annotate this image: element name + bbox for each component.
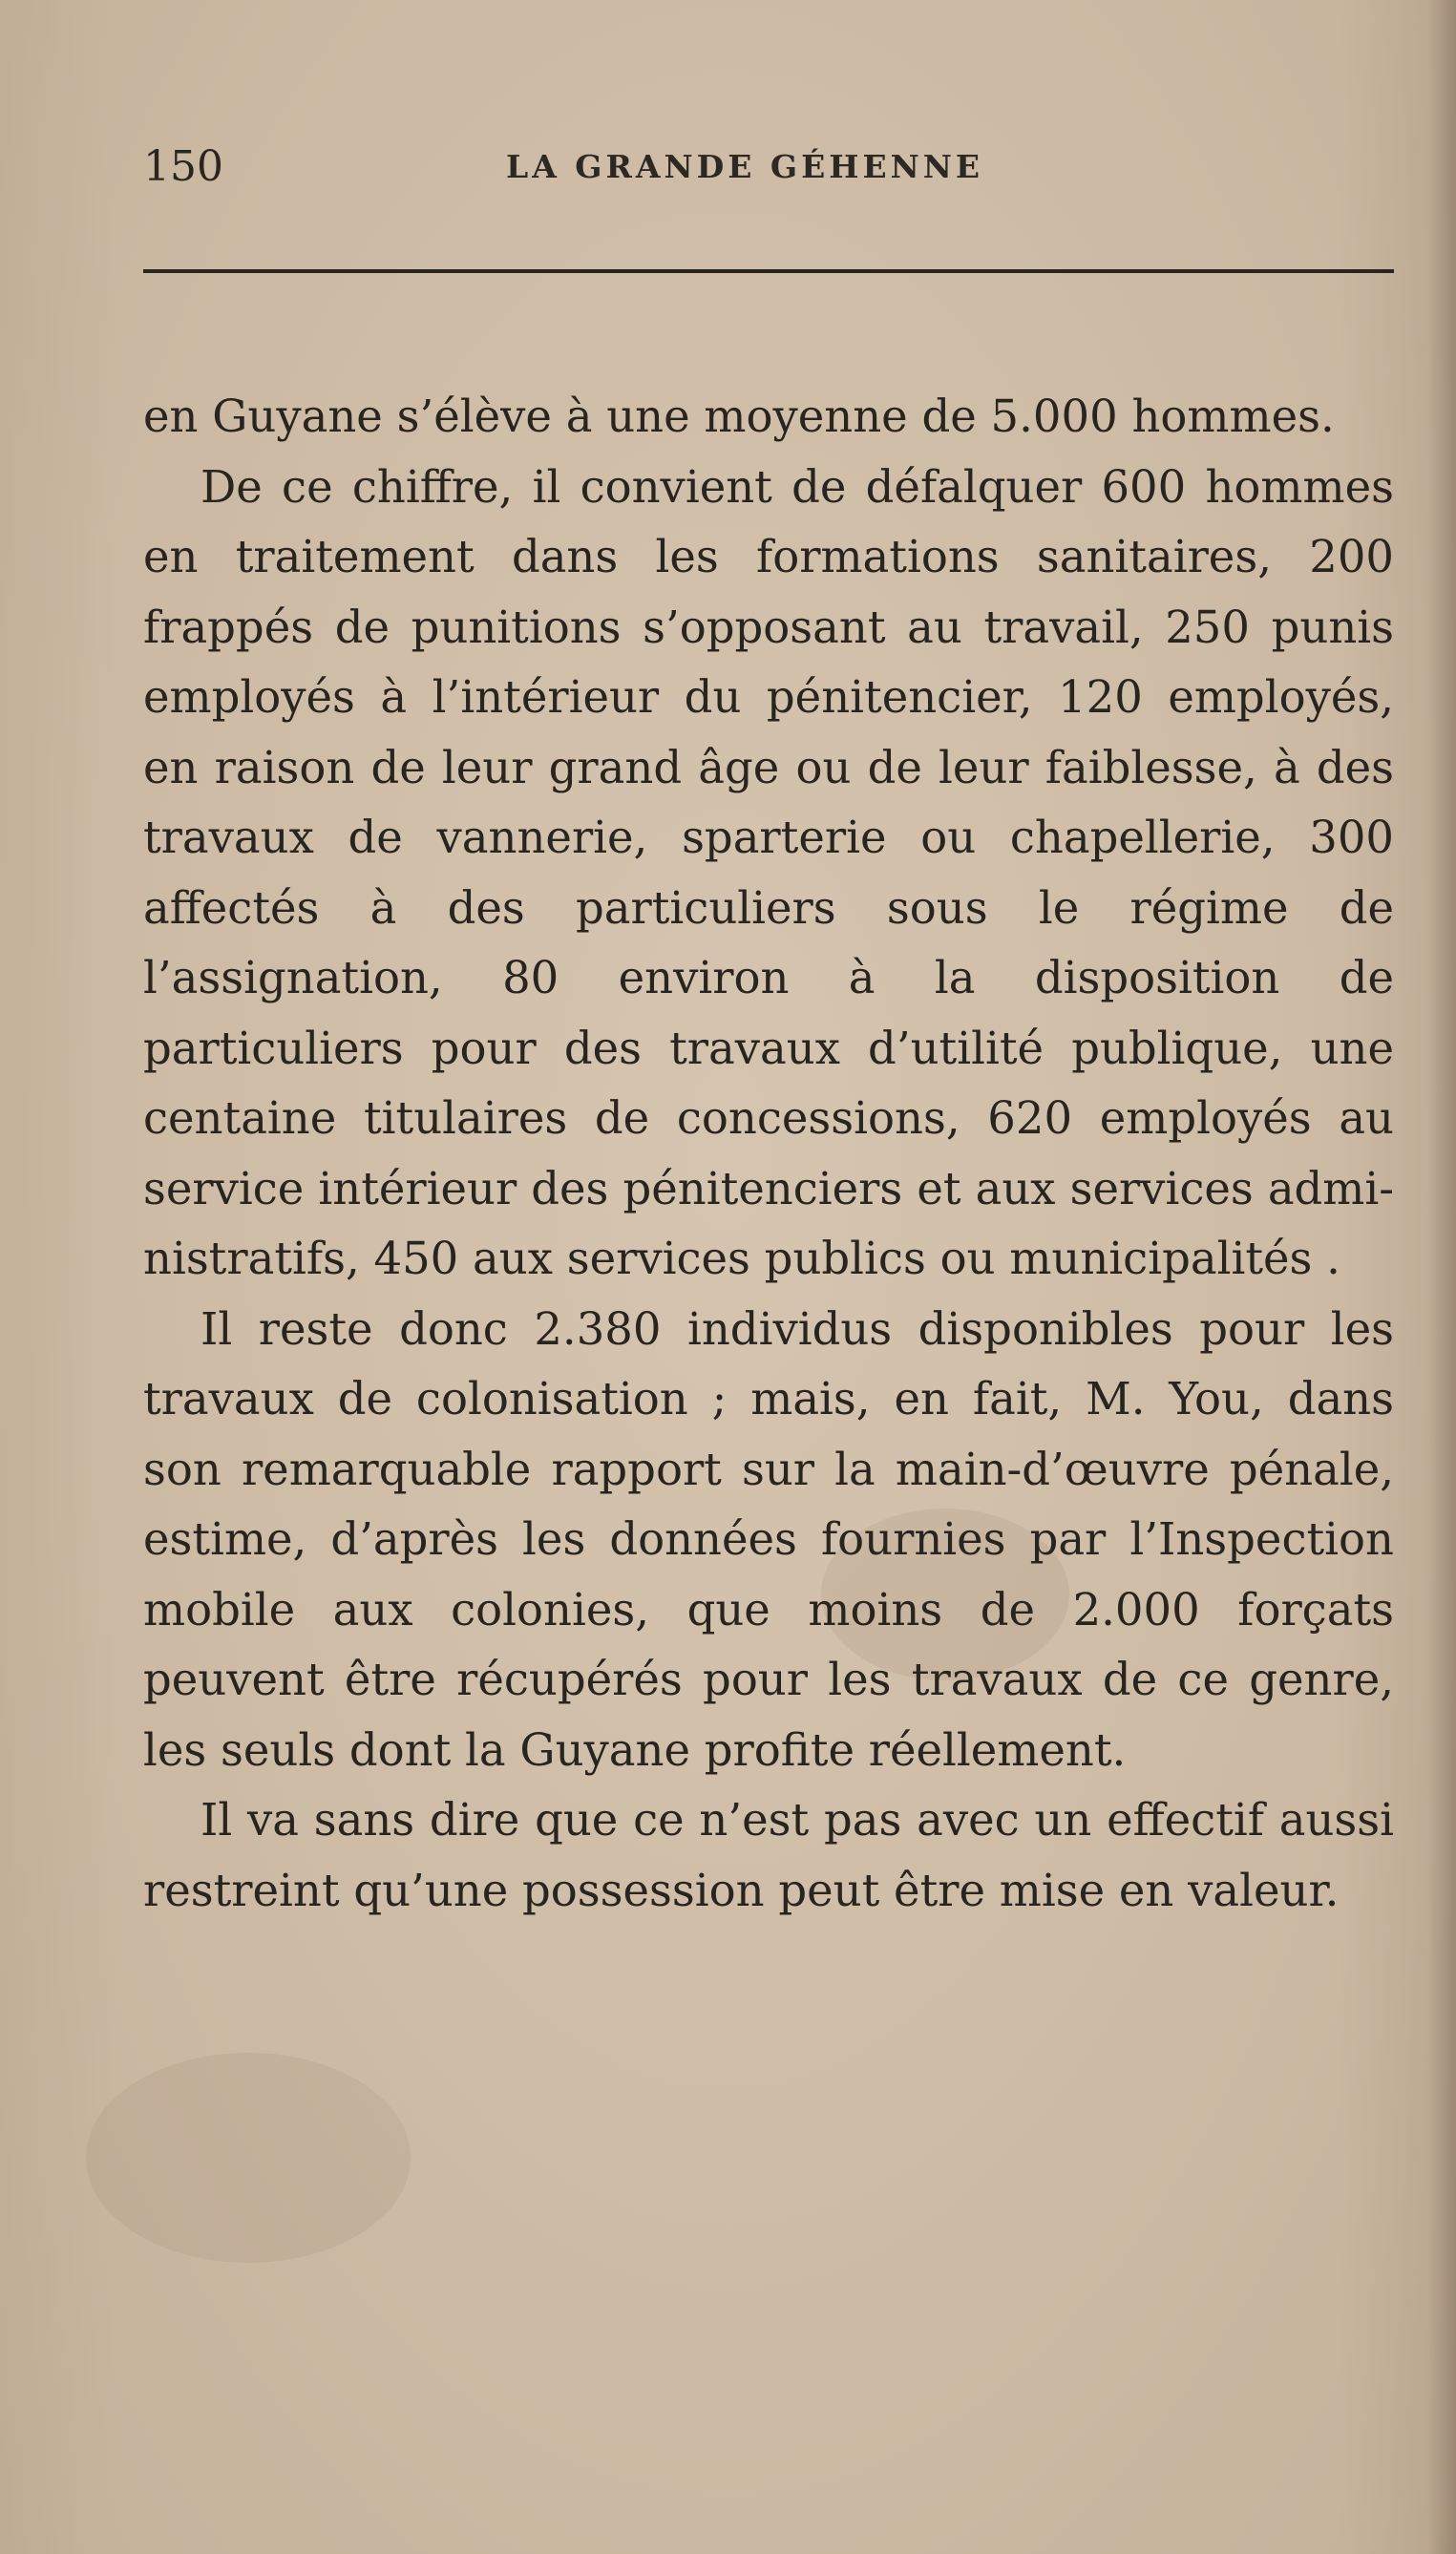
header-rule xyxy=(143,269,1394,273)
paper-stain xyxy=(86,2053,411,2263)
running-header xyxy=(143,134,1394,201)
paragraph-4: Il va sans dire que ce n’est pas avec un effectif aussi restreint qu’une possession peut être mise en valeur. xyxy=(143,1794,1394,1916)
running-title: LA GRANDE GÉHENNE xyxy=(506,148,984,185)
body-text xyxy=(143,382,1394,1926)
page-edge-shadow xyxy=(1427,0,1456,2554)
paragraph-1: en Guyane s’élève à une moyenne de 5.000 hommes. xyxy=(143,390,1335,442)
page-number: 150 xyxy=(143,142,223,191)
paragraph-3: Il reste donc 2.380 individus disponibles pour les travaux de colonisation ; mais, en fait, M. You, dans son remarquable rapport sur la main-d’œuvre pénale, estime, d’après les données fournies par l’Inspection mobile aux colonies, que moins de 2.000 forçats peuvent être récupérés pour les travaux de ce genre, les seuls dont la Guyane profite réellement. xyxy=(143,1302,1394,1776)
paragraph-2: De ce chiffre, il convient de défalquer 600 hommes en traitement dans les formations sanitaires, 200 frappés de punitions s’opposant au travail, 250 punis employés à l’intérieur du pénitencier, 120 employés, en raison de leur grand âge ou de leur faiblesse, à des travaux de vannerie, sparterie ou chapellerie, 300 affectés à des particuliers sous le régime de l’assignation, 80 environ à la disposition de particuliers pour des travaux d’utilité publique, une centaine titulaires de concessions, 620 employés au service intérieur des pénitenciers et aux services administratifs, 450 aux services publics ou municipalités . xyxy=(143,460,1394,1284)
